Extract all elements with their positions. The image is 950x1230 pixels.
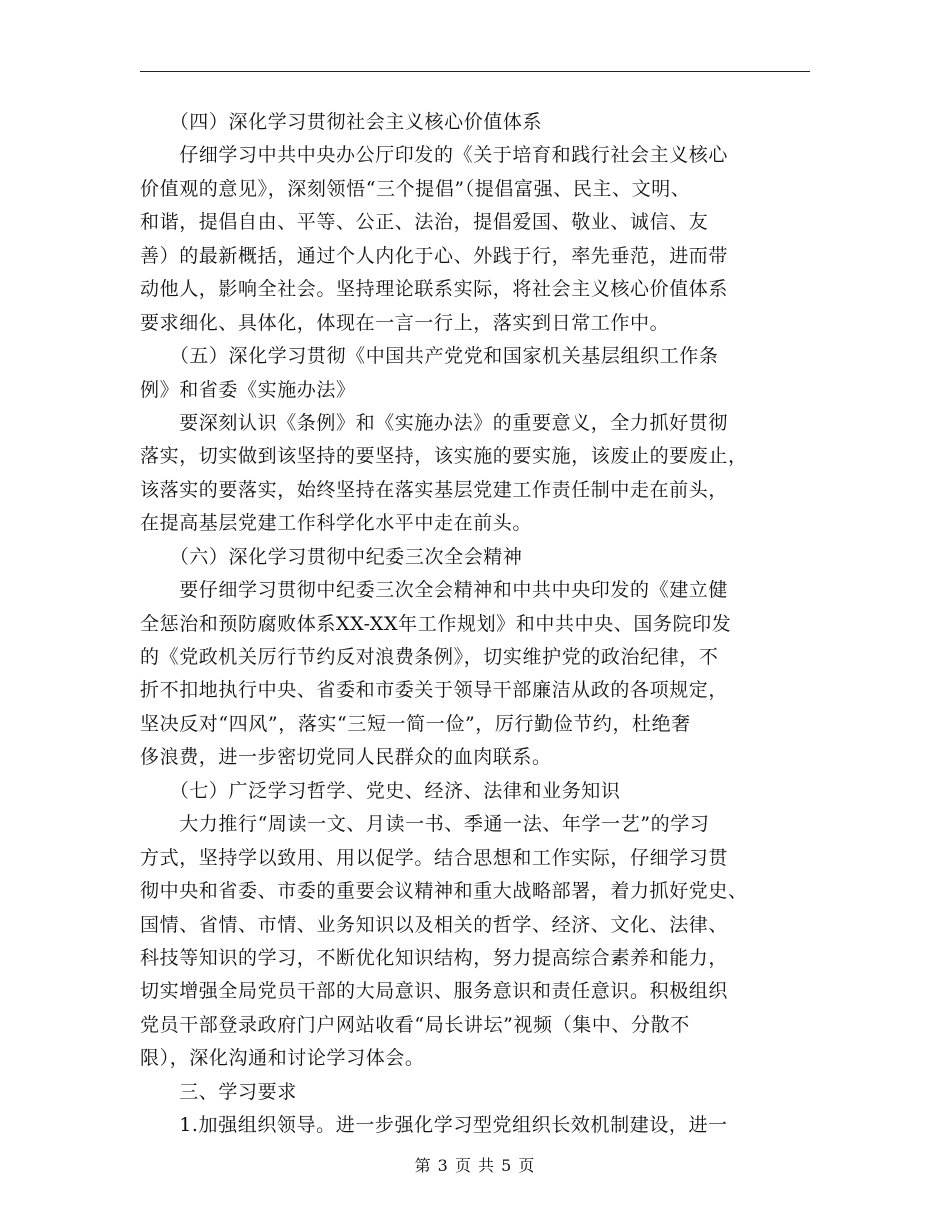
text-line: 善）的最新概括，通过个人内化于心、外践于行，率先垂范，进而带	[140, 244, 729, 267]
text-line: （六）深化学习贯彻中纪委三次全会精神	[140, 545, 523, 568]
text-line: 侈浪费，进一步密切党同人民群众的血肉联系。	[140, 746, 552, 769]
text-line: 切实增强全局党员干部的大局意识、服务意识和责任意识。积极组织	[140, 980, 729, 1003]
text-line: 价值观的意见》，深刻领悟“三个提倡”（提倡富强、民主、文明、	[140, 177, 691, 200]
text-line: （四）深化学习贯彻社会主义核心价值体系	[140, 111, 543, 133]
text-line: 在提高基层党建工作科学化水平中走在前头。	[140, 512, 533, 535]
text-line: （七）广泛学习哲学、党史、经济、法律和业务知识	[140, 779, 621, 802]
text-line: 科技等知识的学习，不断优化知识结构，努力提高综合素养和能力，	[140, 946, 729, 969]
text-line: 三、学习要求	[140, 1080, 297, 1103]
page-number-footer: 第 3 页 共 5 页	[414, 1156, 536, 1175]
text-line: 坚决反对“四风”，落实“三短一简一俭”，厉行勤俭节约，杜绝奢	[140, 712, 691, 735]
text-line: 动他人，影响全社会。坚持理论联系实际，将社会主义核心价值体系	[140, 278, 729, 301]
text-line: 仔细学习中共中央办公厅印发的《关于培育和践行社会主义核心	[140, 144, 729, 167]
text-line: 的《党政机关厉行节约反对浪费条例》，切实维护党的政治纪律，不	[140, 646, 719, 668]
text-line: 彻中央和省委、市委的重要会议精神和重大战略部署，着力抓好党史、	[140, 880, 748, 903]
text-line: 全惩治和预防腐败体系XX-XX年工作规划》和中共中央、国务院印发	[140, 612, 732, 635]
text-line: 大力推行“周读一文、月读一书、季通一法、年学一艺”的学习	[140, 813, 710, 836]
text-line: 折不扣地执行中央、省委和市委关于领导干部廉洁从政的各项规定，	[140, 679, 729, 702]
text-line: 1.加强组织领导。进一步强化学习型党组织长效机制建设，进一	[140, 1114, 728, 1137]
text-line: 落实，切实做到该坚持的要坚持，该实施的要实施，该废止的要废止，	[140, 445, 748, 468]
document-body	[140, 106, 812, 1143]
text-line: 要仔细学习贯彻中纪委三次全会精神和中共中央印发的《建立健	[140, 579, 729, 602]
text-line: 和谐，提倡自由、平等、公正、法治，提倡爱国、敬业、诚信、友	[140, 211, 709, 234]
header-rule	[140, 71, 810, 72]
text-line: （五）深化学习贯彻《中国共产党党和国家机关基层组织工作条	[140, 345, 719, 368]
text-line: 限），深化沟通和讨论学习体会。	[140, 1047, 425, 1070]
text-line: 例》和省委《实施办法》	[140, 378, 356, 401]
text-line: 国情、省情、市情、业务知识以及相关的哲学、经济、文化、法律、	[140, 913, 729, 936]
text-line: 该落实的要落实，始终坚持在落实基层党建工作责任制中走在前头，	[140, 478, 729, 501]
text-line: 要求细化、具体化，体现在一言一行上，落实到日常工作中。	[140, 311, 670, 334]
text-line: 要深刻认识《条例》和《实施办法》的重要意义，全力抓好贯彻	[140, 411, 729, 434]
text-line: 党员干部登录政府门户网站收看“局长讲坛”视频（集中、分散不	[140, 1013, 690, 1036]
text-line: 方式，坚持学以致用、用以促学。结合思想和工作实际，仔细学习贯	[140, 846, 729, 869]
